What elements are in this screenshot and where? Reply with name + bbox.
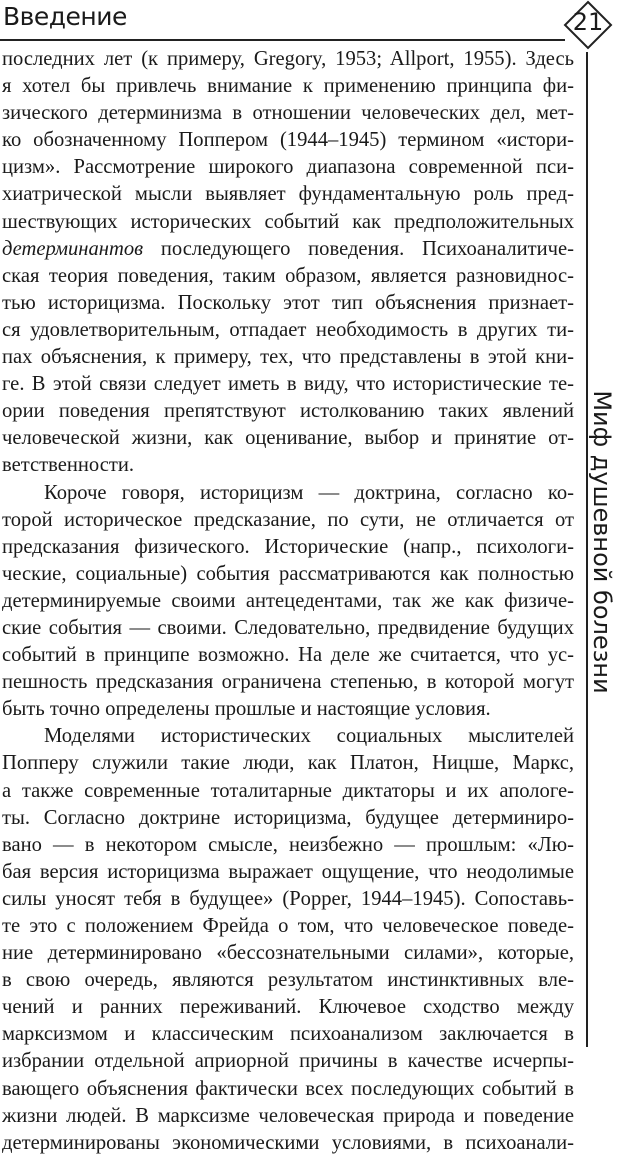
text-line: избрании отдельной априорной причины в качестве исчерпы-	[2, 1050, 574, 1073]
text-line: ческие, социальные) события рассматриваются как полностью	[2, 562, 574, 585]
text-line: детерминированы экономическими условиями, в психоанали-	[2, 1131, 574, 1154]
text-line: ге. В этой связи следует иметь в виду, что истористические те-	[2, 373, 574, 396]
text-line: торой историческое предсказание, по сути, не отличается от	[2, 508, 574, 531]
text-line: ты. Согласно доктрине историцизма, будущее детерминиро-	[2, 806, 574, 829]
text-line	[2, 236, 574, 263]
text-line: детерминируемые своими антецедентами, так же как физиче-	[2, 589, 574, 612]
text-line: последних лет (к примеру, Gregory, 1953; Allport, 1955). Здесь	[2, 48, 574, 70]
header-rule	[0, 39, 565, 41]
text-line: ории поведения препятствуют истолкованию таких явлений	[2, 400, 574, 423]
text-line: зического детерминизма в отношении человеческих дел, мет-	[2, 102, 574, 125]
text-line: событий в принципе возможно. На деле же считается, что ус-	[2, 644, 574, 667]
text-line: я хотел бы привлечь внимание к применению принципа фи-	[2, 75, 574, 98]
text-line: силы уносят тебя в будущее» (Popper, 1944–1945). Сопоставь-	[2, 887, 574, 910]
text-line: вающего объяснения фактически всех последующих событий в	[2, 1077, 574, 1100]
text-line: шествующих исторических событий как предположительных	[2, 210, 574, 233]
text-line: Короче говоря, историцизм — доктрина, согласно ко-	[44, 481, 574, 504]
text-line: пешность предсказания ограничена степенью, в которой могут	[2, 671, 574, 694]
line-rest: последующего поведения. Психоаналитиче-	[143, 237, 574, 260]
text-line: ветственности.	[2, 454, 135, 477]
text-line: быть точно определены прошлые и настоящие условия.	[2, 698, 491, 721]
text-line: ко обозначенному Поппером (1944–1945) термином «истори-	[2, 129, 574, 152]
text-line: цизм». Рассмотрение широкого диапазона современной пси-	[2, 156, 574, 179]
text-line: ся удовлетворительным, отпадает необходимость в других ти-	[2, 318, 574, 341]
text-line: вано — в некотором смысле, неизбежно — прошлым: «Лю-	[2, 833, 574, 856]
text-line: ние детерминировано «бессознательными силами», которые,	[2, 942, 574, 965]
text-line: хиатрической мысли выявляет фундаментальную роль пред-	[2, 183, 574, 206]
running-header-title: Введение	[3, 2, 127, 31]
body-text	[2, 46, 574, 1157]
text-line: ские события — своими. Следовательно, предвидение будущих	[2, 616, 574, 639]
text-line: пах объяснения, к примеру, тех, что представлены в этой кни-	[2, 346, 574, 369]
text-line: те это с положением Фрейда о том, что человеческое поведе-	[2, 915, 574, 937]
page-number: 21	[572, 8, 604, 36]
text-line: Попперу служили такие люди, как Платон, Ницше, Маркс,	[2, 752, 574, 775]
text-line: чений и ранних переживаний. Ключевое сходство между	[2, 996, 574, 1019]
text-line: в свою очередь, являются результатом инстинктивных вле-	[2, 969, 574, 992]
text-line: а также современные тоталитарные диктаторы и их апологе-	[2, 779, 574, 802]
text-line: бая версия историцизма выражает ощущение, что неодолимые	[2, 860, 574, 883]
text-line: предсказания физического. Исторические (напр., психологи-	[2, 535, 574, 558]
text-line: ская теория поведения, таким образом, является разновиднос-	[2, 264, 574, 287]
side-running-title: Миф душевной болезни	[588, 390, 616, 694]
text-line: марксизмом и классическим психоанализом заключается в	[2, 1023, 574, 1046]
emphasized-term: детерминантов	[2, 237, 144, 260]
text-line: Моделями истористических социальных мыслителей	[44, 725, 574, 748]
text-line: человеческой жизни, как оценивание, выбор и принятие от-	[2, 427, 574, 450]
text-line: жизни людей. В марксизме человеческая природа и поведение	[2, 1104, 574, 1127]
text-line: тью историцизма. Поскольку этот тип объяснения признает-	[2, 291, 574, 314]
